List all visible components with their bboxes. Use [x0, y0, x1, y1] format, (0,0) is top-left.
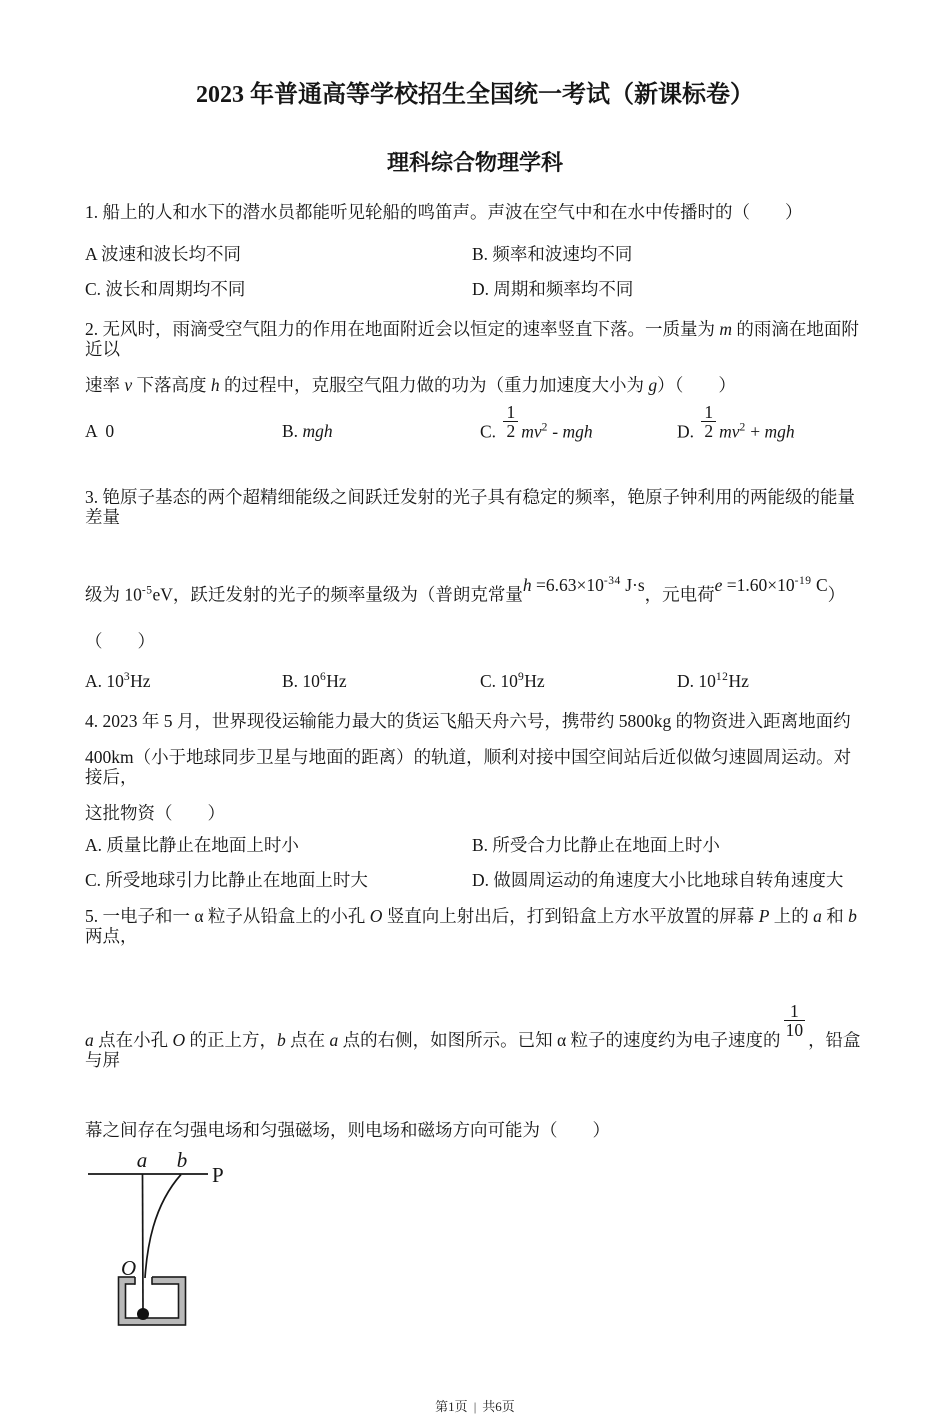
electron-path [143, 1174, 144, 1312]
alpha-particle-path [145, 1174, 181, 1278]
question-1-text: 1. 船上的人和水下的潜水员都能听见轮船的鸣笛声。声波在空气中和在水中传播时的（ ） [85, 202, 803, 222]
question-1-option-d: D. 周期和频率均不同 [472, 279, 634, 299]
question-3-option-a: A. $10^3Hz$ [85, 670, 151, 691]
question-4-text-line-3: 这批物资（ ） [85, 802, 225, 823]
exam-title: 2023 年普通高等学校招生全国统一考试（新课标卷） [196, 82, 754, 108]
question-4-option-b: B. 所受合力比静止在地面上时小 [472, 834, 720, 855]
question-2-text-line-2: 速率 v 下落高度 h 的过程中，克服空气阻力做的功为（重力加速度大小为 g）（ ） [85, 375, 736, 395]
question-3-options [85, 667, 865, 691]
question-5-text-line-2: a 点在小孔 O 的正上方，b 点在 a 点的右侧，如图所示。已知 α 粒子的速度约为电子速度的 $\frac{1}{10}$ ，铅盒与屏 [85, 1000, 861, 1070]
question-2-text-line-1: 2. 无风时，雨滴受空气阻力的作用在地面附近会以恒定的速率竖直下落。一质量为 m 的雨滴在地面附近以 [85, 319, 859, 359]
question-2-options [85, 403, 865, 441]
label-point-b: b [176, 1151, 188, 1172]
page-content [0, 80, 950, 1342]
question-1-option-c: C. 波长和周期均不同 [85, 279, 246, 299]
footer-divider: | [473, 1399, 477, 1414]
exam-paper-page [0, 80, 950, 1424]
question-2-option-d: D. $\frac{1}{2}$ $mv^2$ + mgh [677, 402, 795, 442]
question-3-option-c: C. $10^9Hz$ [480, 670, 545, 691]
question-3-option-d: D. $10^{12}Hz$ [677, 670, 749, 691]
question-3-text-line-1: 3. 铯原子基态的两个超精细能级之间跃迁发射的光子具有稳定的频率，铯原子钟利用的两能级的能量差量 [85, 487, 855, 528]
question-5-text-line-1: 5. 一电子和一 α 粒子从铅盒上的小孔 O 竖直向上射出后，打到铅盒上方水平放置的屏幕 P 上的 a 和 b 两点， [85, 905, 862, 946]
question-5-text-line-3: 幕之间存在匀强电场和匀强磁场，则电场和磁场方向可能为（ ） [85, 1119, 610, 1140]
particle-source-dot [137, 1308, 149, 1320]
question-3-text-line-3: （ ） [85, 630, 155, 651]
question-4 [85, 711, 865, 890]
question-1-option-b: B. 频率和波速均不同 [472, 244, 633, 264]
label-hole-o: O [121, 1255, 137, 1280]
question-4-text-line-1: 4. 2023 年 5 月，世界现役运输能力最大的货运飞船天舟六号，携带约 5800kg 的物资进入距离地面约 [85, 710, 851, 731]
question-3-option-b: B. $10^6Hz$ [282, 670, 347, 691]
footer-page-number: 第1页 [435, 1399, 468, 1414]
question-3 [85, 487, 865, 690]
particle-trajectory-diagram [85, 1152, 245, 1342]
label-screen-p: P [212, 1162, 224, 1187]
question-4-option-d: D. 做圆周运动的角速度大小比地球自转角速度大 [472, 869, 844, 890]
question-5-figure [85, 1152, 865, 1342]
question-5 [85, 906, 865, 1342]
question-4-option-c: C. 所受地球引力比静止在地面上时大 [85, 869, 368, 890]
question-4-text-line-2: 400km（小于地球同步卫星与地面的距离）的轨道，顺利对接中国空间站后近似做匀速圆周运动。对接后， [85, 746, 852, 787]
footer-total-pages: 共6页 [482, 1399, 515, 1414]
question-1-option-a: A 波速和波长均不同 [85, 244, 242, 264]
question-1 [85, 202, 865, 299]
question-2-option-b: B. mgh [282, 421, 333, 442]
question-4-options [85, 835, 865, 890]
question-1-options [85, 244, 865, 299]
question-2-option-a: A 0 [85, 421, 115, 442]
question-2-option-c: C. $\frac{1}{2}$ $mv^2$ - mgh [480, 402, 593, 442]
question-4-option-a: A. 质量比静止在地面上时小 [85, 834, 299, 855]
page-footer [0, 1396, 950, 1415]
question-2 [85, 319, 865, 441]
exam-subtitle: 理科综合物理学科 [386, 150, 563, 175]
label-point-a: a [136, 1151, 148, 1172]
question-3-text-line-2: 级为 $10^{-5}eV$，跃迁发射的光子的频率量级为（普朗克常量$h =6.63\times 10^{-34}$ J·s，元电荷$e =1.60\times 10^{-19}$ C） [85, 575, 846, 605]
